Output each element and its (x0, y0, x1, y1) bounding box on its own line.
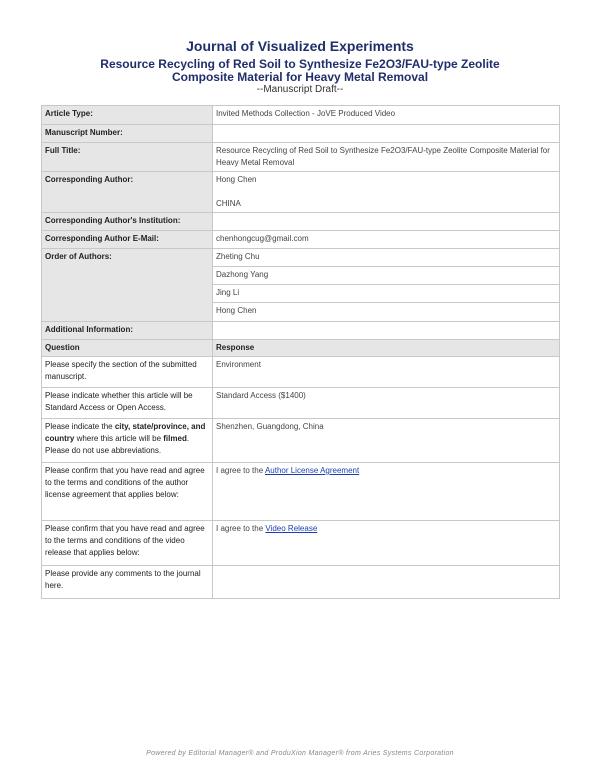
video-release-link[interactable]: Video Release (265, 524, 318, 533)
spacer (216, 186, 556, 198)
manuscript-title: Resource Recycling of Red Soil to Synthesize Fe2O3/FAU-type Zeolite Composite Material for Heavy Metal Removal (100, 57, 500, 84)
footer-credit: Powered by Editorial Manager® and ProduXion Manager® from Aries Systems Corporation (146, 750, 454, 757)
label-manuscript-number: Manuscript Number: (42, 125, 213, 143)
row-additional-info (42, 322, 560, 340)
question-comments: Please provide any comments to the journal here. (42, 566, 213, 599)
row-qa-comments (42, 566, 560, 599)
label-institution: Corresponding Author's Institution: (42, 213, 213, 231)
qa-header-question: Question (42, 340, 213, 357)
submission-table (41, 105, 560, 599)
q3-text-1: Please indicate the (45, 422, 115, 431)
author-item: Hong Chen (216, 306, 257, 315)
qa-header-response: Response (213, 340, 560, 357)
question-section: Please specify the section of the submitted manuscript. (42, 357, 213, 388)
value-manuscript-number (213, 125, 560, 143)
response-section: Environment (213, 357, 560, 388)
question-video: Please confirm that you have read and agree to the terms and conditions of the video release that applies below: (42, 521, 213, 566)
response-video (213, 521, 560, 566)
value-email: chenhongcug@gmail.com (213, 231, 560, 249)
q3-text-3: . Please do not use abbreviations. (45, 434, 190, 455)
row-qa-license (42, 463, 560, 521)
response-license (213, 463, 560, 521)
value-article-type: Invited Methods Collection - JoVE Produced Video (213, 106, 560, 125)
q3-bold-2: filmed (163, 434, 187, 443)
author-license-agreement-link[interactable]: Author License Agreement (264, 466, 360, 475)
document-header (0, 0, 600, 95)
row-order-of-authors (42, 249, 560, 322)
label-full-title: Full Title: (42, 143, 213, 172)
author-item: Zheting Chu (213, 249, 559, 267)
q3-text-2: where this article will be (74, 434, 164, 443)
author-item: Dazhong Yang (213, 267, 559, 285)
response-access: Standard Access ($1400) (213, 388, 560, 419)
corresponding-author-name: Hong Chen (216, 175, 257, 184)
row-institution (42, 213, 560, 231)
value-full-title: Resource Recycling of Red Soil to Synthesize Fe2O3/FAU-type Zeolite Composite Material for Heavy Metal Removal (213, 143, 560, 172)
label-corresponding-author: Corresponding Author: (42, 172, 213, 213)
row-manuscript-number (42, 125, 560, 143)
response-comments (213, 566, 560, 599)
row-article-type (42, 106, 560, 125)
journal-name: Journal of Visualized Experiments (186, 38, 414, 54)
value-order-of-authors (213, 249, 560, 322)
row-qa-access (42, 388, 560, 419)
author-list (213, 249, 559, 321)
row-corresponding-author (42, 172, 560, 213)
value-institution (213, 213, 560, 231)
row-qa-location (42, 419, 560, 463)
q3-bold-1: city, state/province, and country (45, 422, 206, 443)
value-corresponding-author (213, 172, 560, 213)
label-email: Corresponding Author E-Mail: (42, 231, 213, 249)
author-item: Jing Li (213, 285, 559, 303)
row-full-title (42, 143, 560, 172)
question-access: Please indicate whether this article will be Standard Access or Open Access. (42, 388, 213, 419)
row-qa-video (42, 521, 560, 566)
question-license: Please confirm that you have read and agree to the terms and conditions of the author license agreement that applies below: (42, 463, 213, 521)
response-location: Shenzhen, Guangdong, China (213, 419, 560, 463)
label-article-type: Article Type: (42, 106, 213, 125)
row-email (42, 231, 560, 249)
label-order-of-authors: Order of Authors: (42, 249, 213, 322)
row-qa-header (42, 340, 560, 357)
row-qa-section (42, 357, 560, 388)
corresponding-author-country: CHINA (216, 199, 241, 208)
draft-label: --Manuscript Draft-- (256, 84, 344, 95)
value-additional-info (213, 322, 560, 340)
question-location (42, 419, 213, 463)
response-video-text: I agree to the (216, 524, 266, 533)
response-license-text: I agree to the (216, 466, 265, 475)
label-additional-info: Additional Information: (42, 322, 213, 340)
